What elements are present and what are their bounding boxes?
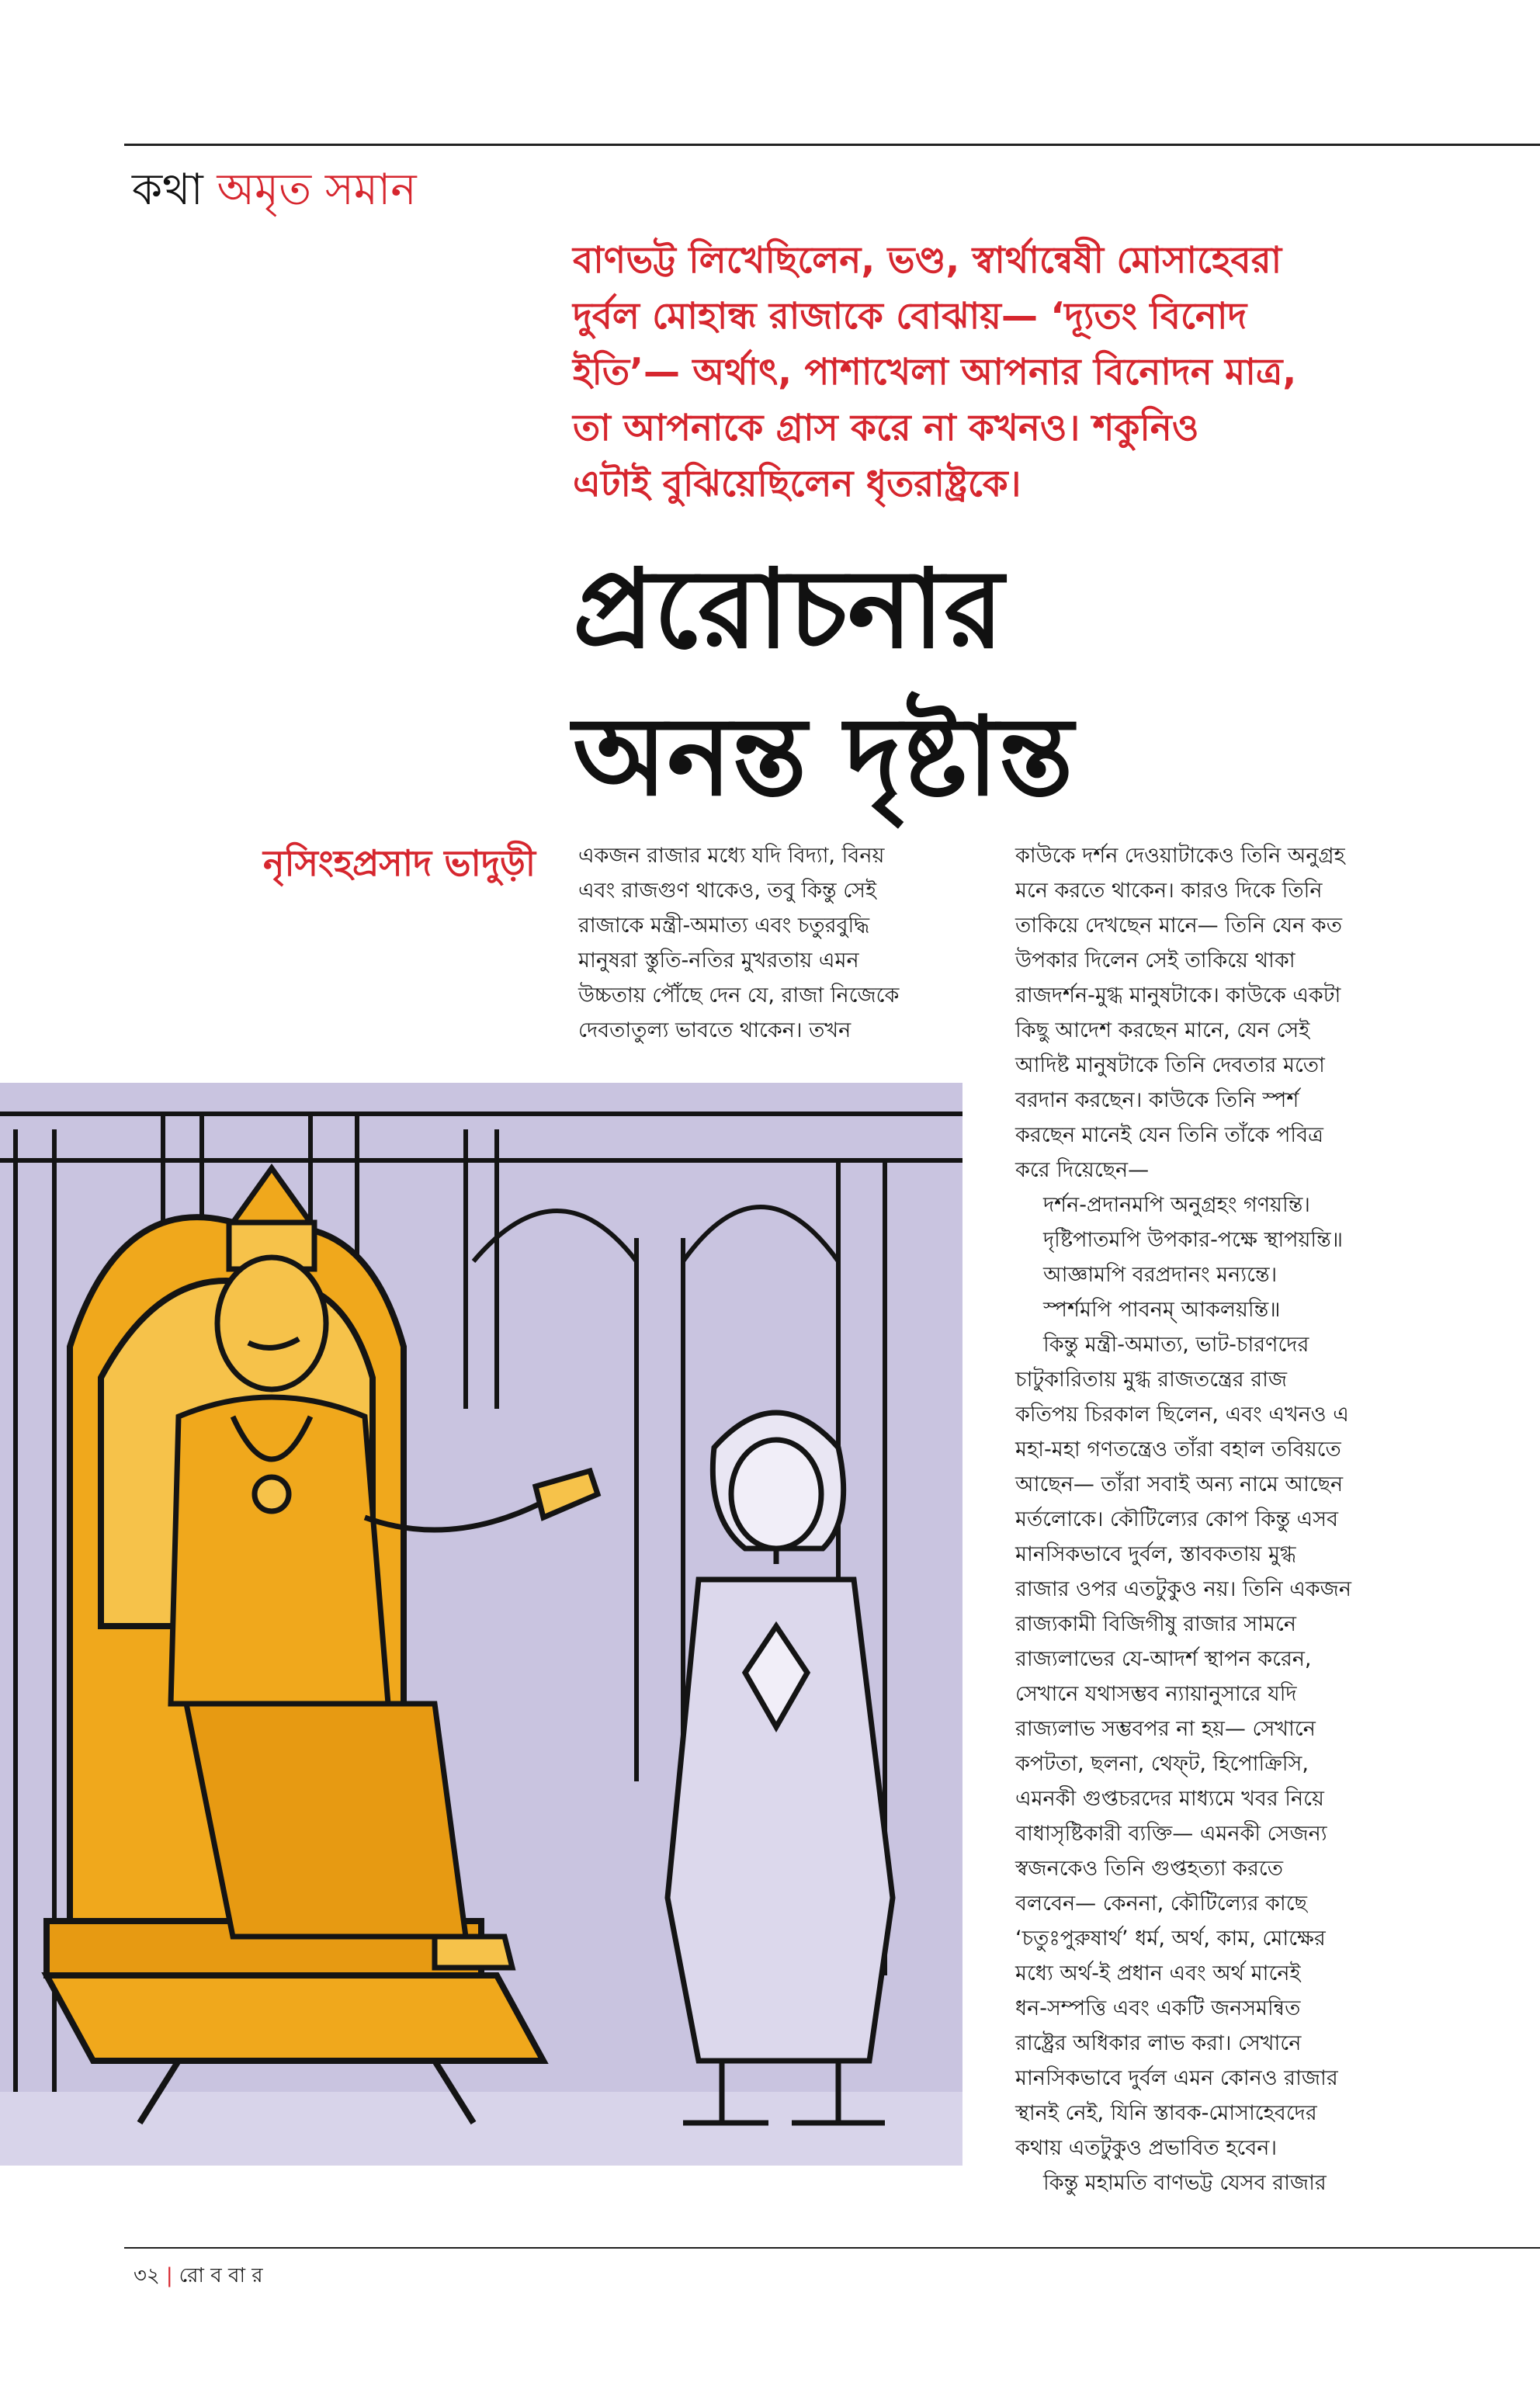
body-line: কপটতা, ছলনা, থেফ্‌ট, হিপোক্রিসি, xyxy=(1015,1752,1309,1776)
column-head xyxy=(132,159,417,221)
body-line: বাধাসৃষ্টিকারী ব্যক্তি— এমনকী সেজন্য xyxy=(1015,1822,1327,1846)
page-footer xyxy=(134,2260,263,2291)
verse-line: দর্শন-প্রদানমপি অনুগ্রহং গণয়ন্তি। xyxy=(1043,1193,1310,1217)
page-number: ৩২ xyxy=(134,2264,160,2287)
body-line: উচ্চতায় পৌঁছে দেন যে, রাজা নিজেকে xyxy=(578,983,900,1007)
body-line: এমনকী গুপ্তচরদের মাধ্যমে খবর নিয়ে xyxy=(1015,1787,1324,1811)
body-line: মানসিকভাবে দুর্বল, স্তাবকতায় মুগ্ধ xyxy=(1015,1542,1296,1566)
column-head-prefix: কথা xyxy=(132,165,203,215)
body-line: কাউকে দর্শন দেওয়াটাকেও তিনি অনুগ্রহ xyxy=(1015,844,1345,868)
body-line: রাজার ওপর এতটুকুও নয়। তিনি একজন xyxy=(1015,1577,1351,1601)
body-line: রাজ্যকামী বিজিগীষু রাজার সামনে xyxy=(1015,1612,1296,1636)
body-line: মনে করতে থাকেন। কারও দিকে তিনি xyxy=(1015,879,1323,903)
body-line: রাষ্ট্রের অধিকার লাভ করা। সেখানে xyxy=(1015,2031,1302,2055)
body-line: রাজ্যলাভ সম্ভবপর না হয়— সেখানে xyxy=(1015,1717,1316,1741)
body-line: একজন রাজার মধ্যে যদি বিদ্যা, বিনয় xyxy=(578,844,885,868)
body-line: রাজাকে মন্ত্রী-অমাত্য এবং চতুরবুদ্ধি xyxy=(578,914,870,938)
body-line: বরদান করছেন। কাউকে তিনি স্পর্শ xyxy=(1015,1088,1299,1112)
intro-line: এটাই বুঝিয়েছিলেন ধৃতরাষ্ট্রকে। xyxy=(573,463,1021,505)
body-line: রাজদর্শন-মুগ্ধ মানুষটাকে। কাউকে একটা xyxy=(1015,983,1341,1007)
body-line: চাটুকারিতায় মুগ্ধ রাজতন্ত্রের রাজ xyxy=(1015,1368,1288,1392)
author-byline: নৃসিংহপ্রসাদ ভাদুড়ী xyxy=(263,842,536,884)
bottom-rule xyxy=(124,2247,1540,2249)
body-line: দেবতাতুল্য ভাবতে থাকেন। তখন xyxy=(578,1018,852,1042)
intro-line: দুর্বল মোহান্ধ রাজাকে বোঝায়— ‘দ্যূতং বিনোদ xyxy=(573,295,1247,338)
illustration-king-and-courtier xyxy=(0,1083,962,2166)
body-line: করে দিয়েছেন— xyxy=(1015,1158,1150,1182)
verse-line: আজ্ঞামপি বরপ্রদানং মন্যন্তে। xyxy=(1043,1263,1278,1287)
article-column-2 xyxy=(1015,838,1512,2201)
body-line: মর্তলোকে। কৌটিল্যের কোপ কিন্তু এসব xyxy=(1015,1507,1339,1531)
floor xyxy=(0,2092,962,2166)
headline xyxy=(573,536,1535,831)
body-line: করছেন মানেই যেন তিনি তাঁকে পবিত্র xyxy=(1015,1123,1324,1147)
headline-line-2: অনন্ত দৃষ্টান্ত xyxy=(573,693,1073,820)
body-line: সেখানে যথাসম্ভব ন্যায়ানুসারে যদি xyxy=(1015,1682,1297,1706)
body-line: স্থানই নেই, যিনি স্তাবক-মোসাহেবদের xyxy=(1015,2101,1317,2125)
intro-line: বাণভট্ট লিখেছিলেন, ভণ্ড, স্বার্থান্বেষী মোসাহেবরা xyxy=(573,239,1282,282)
body-line: কিন্তু মহামতি বাণভট্ট যেসব রাজার xyxy=(1043,2171,1327,2195)
body-line: আদিষ্ট মানুষটাকে তিনি দেবতার মতো xyxy=(1015,1053,1325,1077)
verse-line: স্পর্শমপি পাবনম্ আকলয়ন্তি॥ xyxy=(1043,1298,1281,1322)
body-line: মানুষরা স্তুতি-নতির মুখরতায় এমন xyxy=(578,949,859,973)
column-head-accent: অমৃত সমান xyxy=(217,165,417,215)
body-line: এবং রাজগুণ থাকেও, তবু কিন্তু সেই xyxy=(578,879,877,903)
body-line: স্বজনকেও তিনি গুপ্তহত্যা করতে xyxy=(1015,1857,1283,1881)
intro-standfirst xyxy=(573,233,1520,512)
section-name: রো ব বা র xyxy=(179,2264,263,2287)
body-line: কতিপয় চিরকাল ছিলেন, এবং এখনও এ xyxy=(1015,1403,1349,1427)
body-line: আছেন— তাঁরা সবাই অন্য নামে আছেন xyxy=(1015,1472,1344,1496)
article-column-1 xyxy=(578,838,966,1048)
verse-line: দৃষ্টিপাতমপি উপকার-পক্ষে স্থাপয়ন্তি॥ xyxy=(1043,1228,1343,1252)
body-line: ধন-সম্পত্তি এবং একটি জনসমন্বিত xyxy=(1015,1996,1301,2020)
intro-line: তা আপনাকে গ্রাস করে না কখনও। শকুনিও xyxy=(573,407,1199,449)
body-line: মধ্যে অর্থ-ই প্রধান এবং অর্থ মানেই xyxy=(1015,1961,1301,1985)
intro-line: ইতি’— অর্থাৎ, পাশাখেলা আপনার বিনোদন মাত্র, xyxy=(573,351,1297,394)
body-line: উপকার দিলেন সেই তাকিয়ে থাকা xyxy=(1015,949,1295,973)
headline-line-1: প্ররোচনার xyxy=(573,546,1004,673)
body-line: বলবেন— কেননা, কৌটিল্যের কাছে xyxy=(1015,1892,1307,1916)
body-line: ‘চতুঃপুরুষার্থ’ ধর্ম, অর্থ, কাম, মোক্ষের xyxy=(1015,1927,1326,1951)
body-line: কথায় এতটুকুও প্রভাবিত হবেন। xyxy=(1015,2136,1278,2160)
body-line: তাকিয়ে দেখছেন মানে— তিনি যেন কত xyxy=(1015,914,1342,938)
body-line: কিন্তু মন্ত্রী-অমাত্য, ভাট-চারণদের xyxy=(1043,1333,1309,1357)
footer-separator: | xyxy=(165,2264,173,2287)
body-line: কিছু আদেশ করছেন মানে, যেন সেই xyxy=(1015,1018,1310,1042)
body-line: মানসিকভাবে দুর্বল এমন কোনও রাজার xyxy=(1015,2066,1338,2090)
body-line: রাজ্যলাভের যে-আদর্শ স্থাপন করেন, xyxy=(1015,1647,1312,1671)
top-rule xyxy=(124,144,1540,146)
body-line: মহা-মহা গণতন্ত্রেও তাঁরা বহাল তবিয়তে xyxy=(1015,1438,1341,1462)
